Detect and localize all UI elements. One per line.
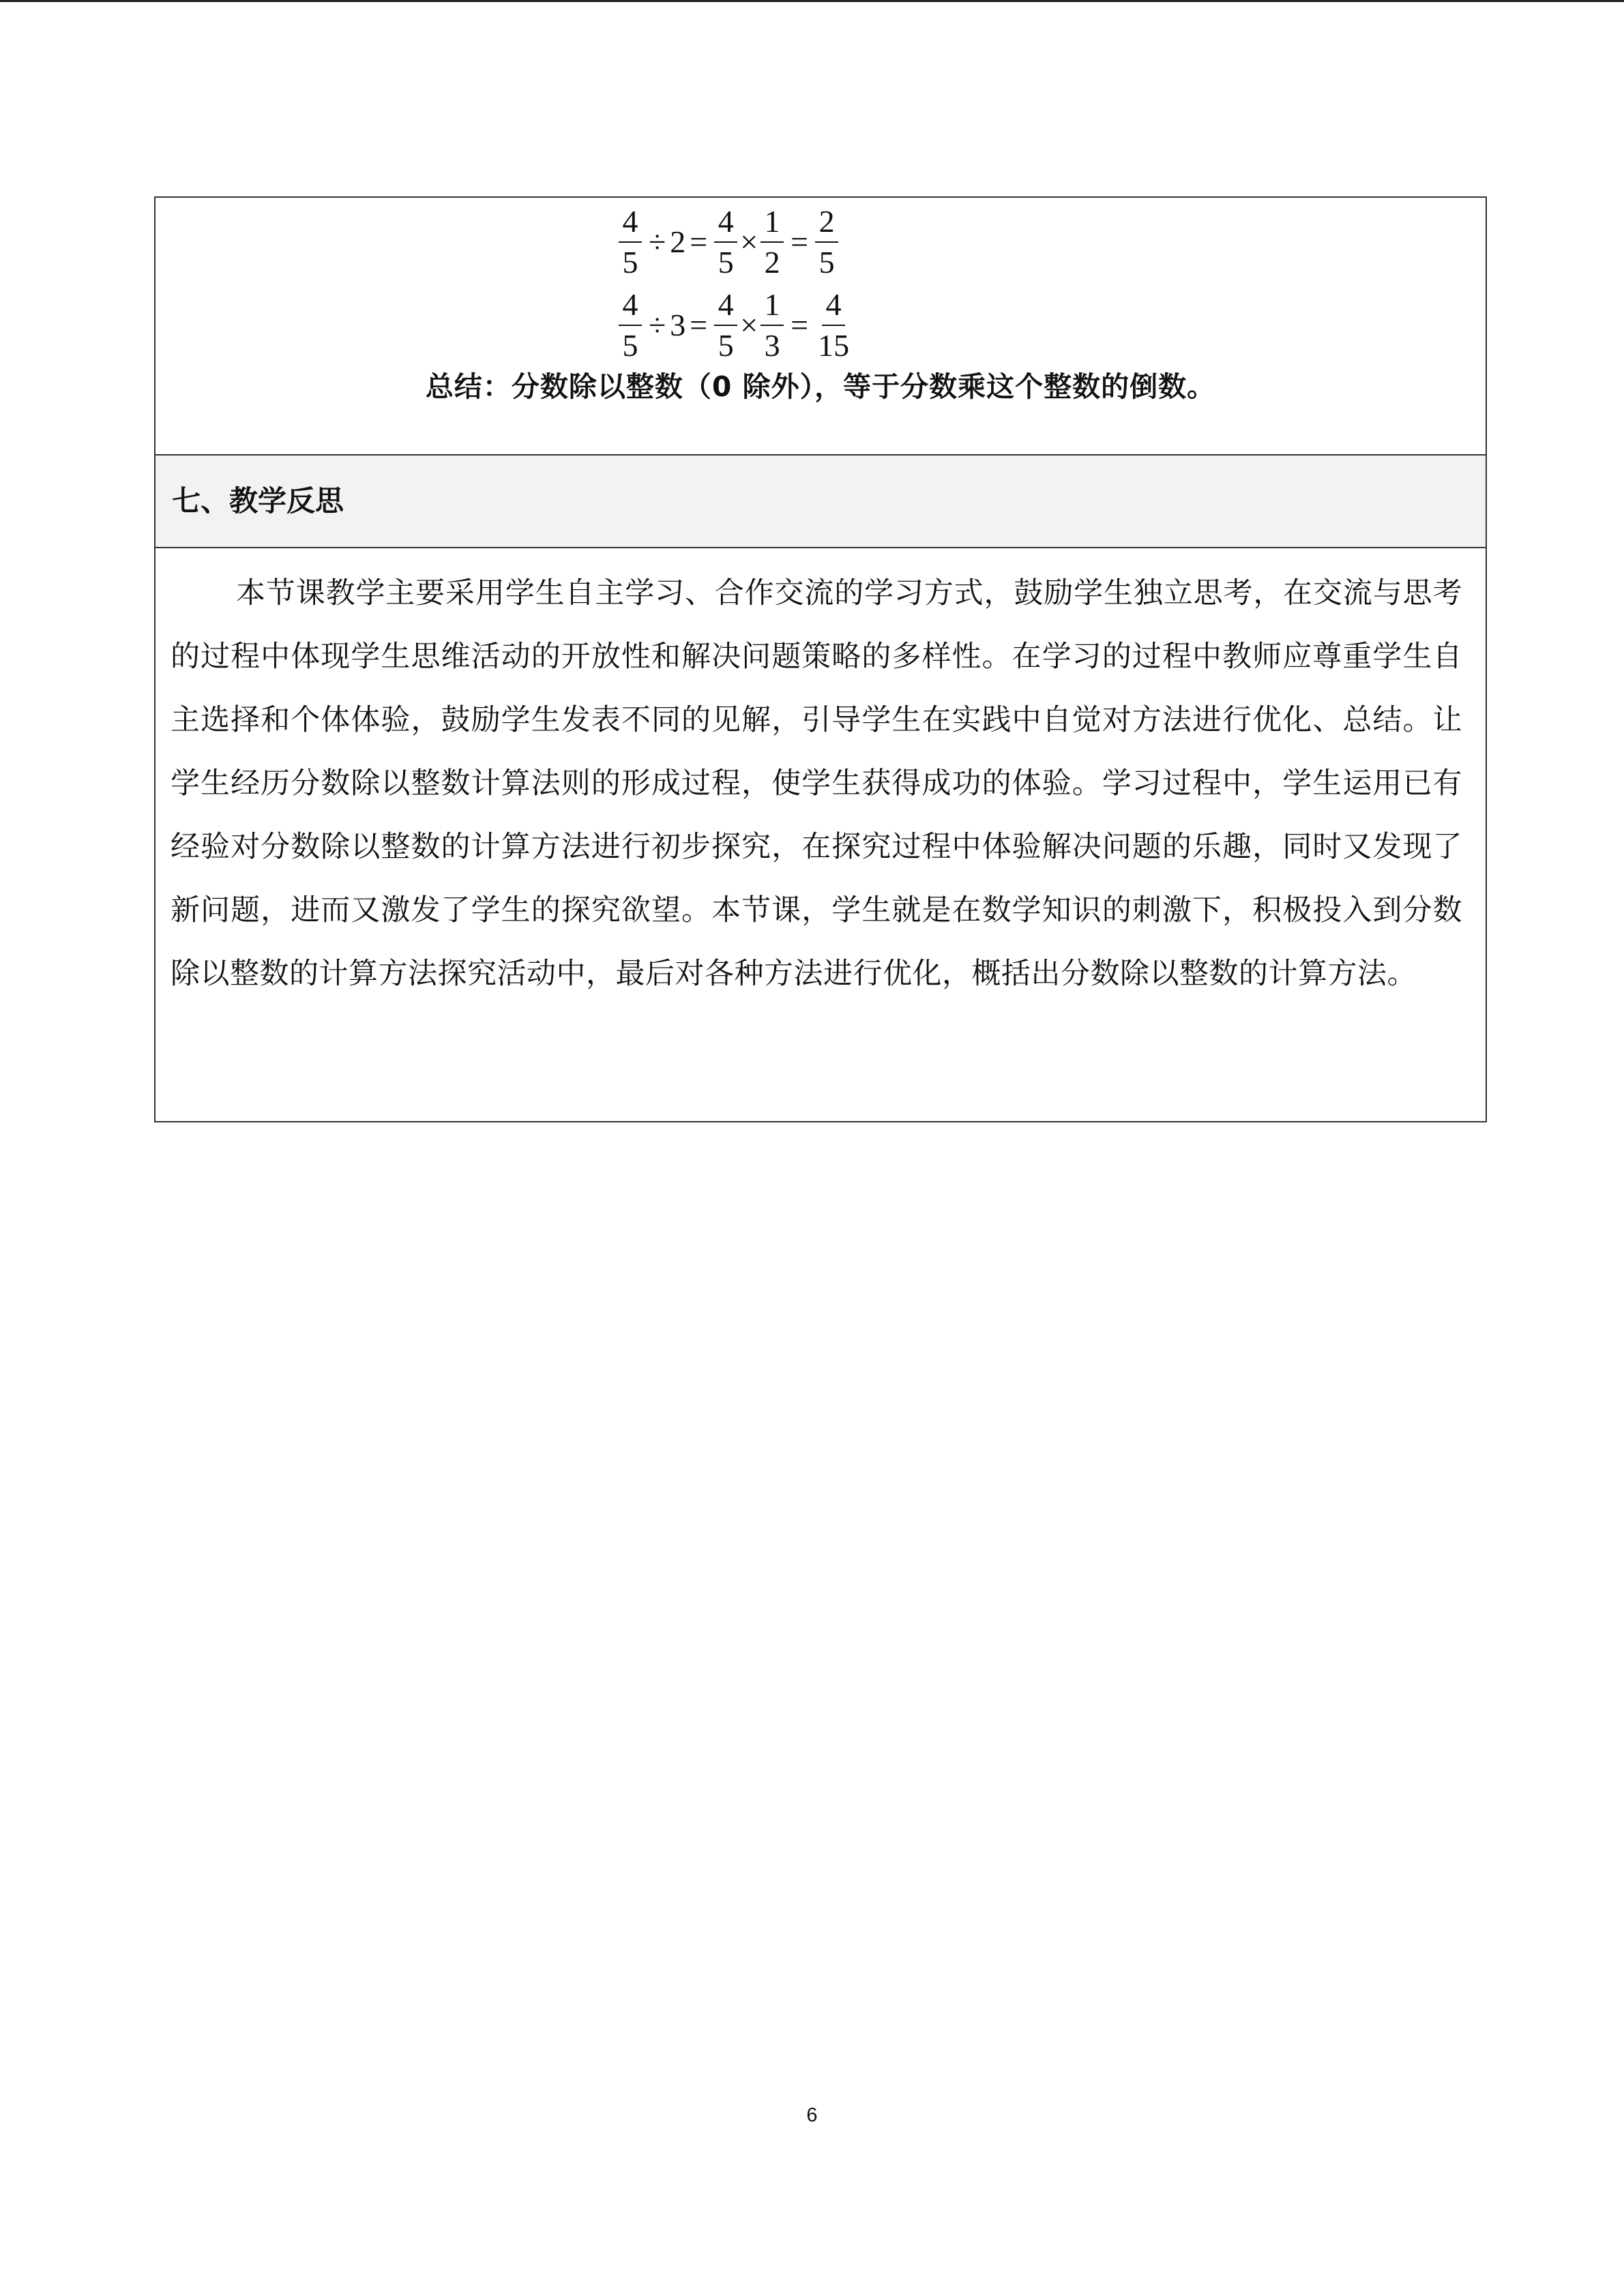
numerator: 1	[761, 206, 784, 243]
denominator: 5	[718, 328, 734, 363]
numerator: 4	[619, 289, 642, 326]
fraction	[761, 289, 784, 361]
denominator: 5	[718, 245, 734, 280]
denominator: 5	[622, 245, 638, 280]
reflection-paragraph: 本节课教学主要采用学生自主学习、合作交流的学习方式，鼓励学生独立思考，在交流与思考的过程中体现学生思维活动的开放性和解决问题策略的多样性。在学习的过程中教师应尊重学生自主选择和个体体验，鼓励学生发表不同的见解，引导学生在实践中自觉对方法进行优化、总结。让学生经历分数除以整数计算法则的形成过程，使学生获得成功的体验。学习过程中，学生运用已有经验对分数除以整数的计算方法进行初步探究，在探究过程中体验解决问题的乐趣，同时又发现了新问题，进而又激发了学生的探究欲望。本节课，学生就是在数学知识的刺激下，积极投入到分数除以整数的计算方法探究活动中，最后对各种方法进行优化，概括出分数除以整数的计算方法。	[171, 576, 1462, 991]
denominator: 2	[764, 245, 780, 280]
equation-row	[616, 202, 841, 282]
numerator: 2	[815, 206, 838, 243]
numerator: 4	[714, 289, 737, 326]
equals-sign: =	[791, 224, 809, 259]
numerator: 4	[714, 206, 737, 243]
fraction	[761, 206, 784, 278]
page-number: 6	[806, 2104, 818, 2126]
numerator: 1	[761, 289, 784, 326]
equals-sign: =	[690, 224, 708, 259]
denominator: 5	[622, 328, 638, 363]
section-body-cell	[156, 548, 1486, 1121]
numerator: 4	[822, 289, 845, 326]
times-sign: ×	[740, 308, 758, 342]
summary-text: 总结：分数除以整数（0 除外），等于分数乘这个整数的倒数。	[425, 370, 1216, 403]
section-heading: 七、教学反思	[172, 484, 344, 518]
times-sign: ×	[740, 224, 758, 259]
section-heading-cell	[156, 456, 1486, 548]
equation-row	[616, 285, 855, 366]
fraction	[714, 206, 737, 278]
top-border-line	[0, 0, 1624, 2]
denominator: 5	[818, 245, 835, 280]
fraction	[619, 289, 642, 361]
divide-sign: ÷	[649, 308, 666, 342]
fraction	[815, 289, 852, 361]
lesson-table	[154, 196, 1487, 1122]
fraction	[815, 206, 838, 278]
denominator: 3	[764, 328, 780, 363]
divisor: 3	[670, 308, 686, 342]
fraction	[619, 206, 642, 278]
denominator: 15	[818, 328, 850, 363]
fraction	[714, 289, 737, 361]
divide-sign: ÷	[649, 224, 666, 259]
divisor: 2	[670, 224, 686, 259]
formula-cell	[156, 198, 1486, 456]
equals-sign: =	[690, 308, 708, 342]
numerator: 4	[619, 206, 642, 243]
equals-sign: =	[791, 308, 809, 342]
